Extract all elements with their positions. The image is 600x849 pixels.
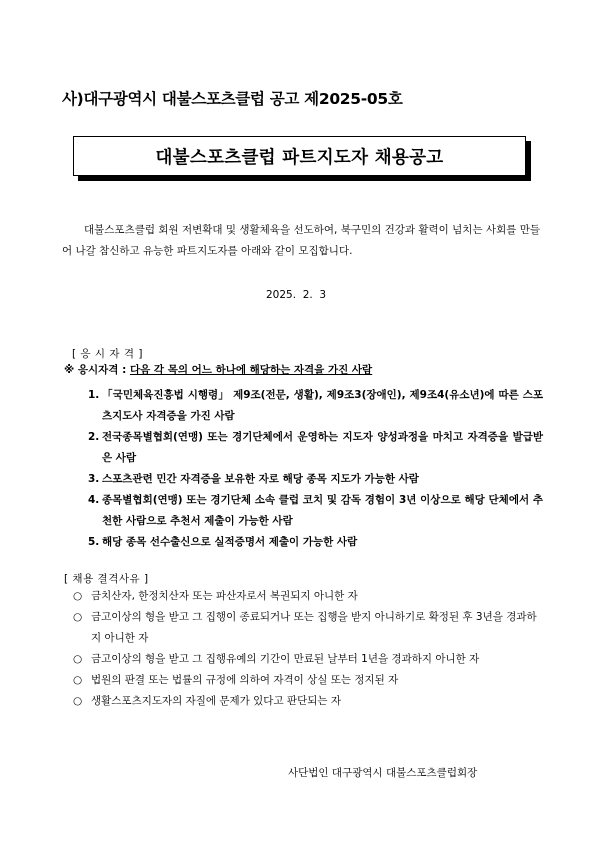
disqualification-text: 금고이상의 형을 받고 그 집행이 종료되거나 또는 집행을 받지 아니하기로 확정된 후 3년을 경과하지 아니한 자 <box>91 611 537 644</box>
circle-bullet-icon: ○ <box>73 653 83 665</box>
qualifications-list <box>88 385 543 553</box>
page-title: 대불스포츠클럽 파트지도자 채용공고 <box>155 147 444 168</box>
qualification-text: 「국민체육진흥법 시행령」 제9조(전문, 생활), 제9조3(장애인), 제9조4(유소년)에 따른 스포츠지도사 자격증을 가진 사람 <box>102 389 543 422</box>
disqualifications-heading: [ 채용 결격사유 ] <box>64 573 149 585</box>
circle-bullet-icon: ○ <box>73 674 83 686</box>
circle-bullet-icon: ○ <box>73 695 83 707</box>
qualification-item <box>88 469 543 490</box>
circle-bullet-icon: ○ <box>73 590 83 602</box>
disqualification-text: 법원의 판결 또는 법률의 규정에 의하여 자격이 상실 또는 정지된 자 <box>91 674 399 686</box>
disqualification-text: 생활스포츠지도자의 자질에 문제가 있다고 판단되는 자 <box>91 695 341 707</box>
qualification-number: 3. <box>88 473 100 485</box>
notice-number: 사)대구광역시 대불스포츠클럽 공고 제2025-05호 <box>62 90 403 108</box>
qualification-number: 2. <box>88 431 100 443</box>
qualification-number: 1. <box>88 389 100 401</box>
qualification-text: 종목별협회(연맹) 또는 경기단체 소속 클럽 코치 및 감독 경험이 3년 이상으로 해당 단체에서 추천한 사람으로 추천서 제출이 가능한 사람 <box>102 494 543 527</box>
qualification-text: 해당 종목 선수출신으로 실적증명서 제출이 가능한 사람 <box>102 536 358 548</box>
disqualification-item <box>73 691 543 712</box>
signature: 사단법인 대구광역시 대불스포츠클럽회장 <box>288 767 478 779</box>
notice-date: 2025. 2. 3 <box>266 289 327 301</box>
qualifications-note <box>64 362 372 377</box>
qualifications-note-condition: 다음 각 목의 어느 하나에 해당하는 자격을 가진 사람 <box>129 364 373 376</box>
disqualifications-list <box>73 586 543 712</box>
disqualification-text: 금고이상의 형을 받고 그 집행유예의 기간이 만료된 날부터 1년을 경과하지 아니한 자 <box>91 653 480 665</box>
qualifications-heading: [ 응 시 자 격 ] <box>72 348 143 360</box>
disqualification-item <box>73 607 543 649</box>
intro-paragraph: 대불스포츠클럽 회원 저변확대 및 생활체육을 선도하여, 북구민의 건강과 활력이 넘치는 사회를 만들어 나갈 참신하고 유능한 파트지도자를 아래와 같이 모집합니다. <box>62 224 540 257</box>
qualification-item <box>88 532 543 553</box>
qualification-text: 스포츠관련 민간 자격증을 보유한 자로 해당 종목 지도가 가능한 사람 <box>102 473 419 485</box>
qualification-number: 5. <box>88 536 100 548</box>
disqualification-item <box>73 670 543 691</box>
disqualification-text: 금치산자, 한정치산자 또는 파산자로서 복권되지 아니한 자 <box>91 590 358 602</box>
qualification-item <box>88 427 543 469</box>
qualification-text: 전국종목별협회(연맹) 또는 경기단체에서 운영하는 지도자 양성과정을 마치고 자격증을 발급받은 사람 <box>102 431 543 464</box>
circle-bullet-icon: ○ <box>73 611 83 623</box>
disqualification-item <box>73 586 543 607</box>
qualification-item <box>88 490 543 532</box>
qualification-item <box>88 385 543 427</box>
disqualification-item <box>73 649 543 670</box>
qualifications-note-prefix: ※ 응시자격 : <box>64 364 130 376</box>
qualification-number: 4. <box>88 494 100 506</box>
title-box <box>73 136 526 176</box>
